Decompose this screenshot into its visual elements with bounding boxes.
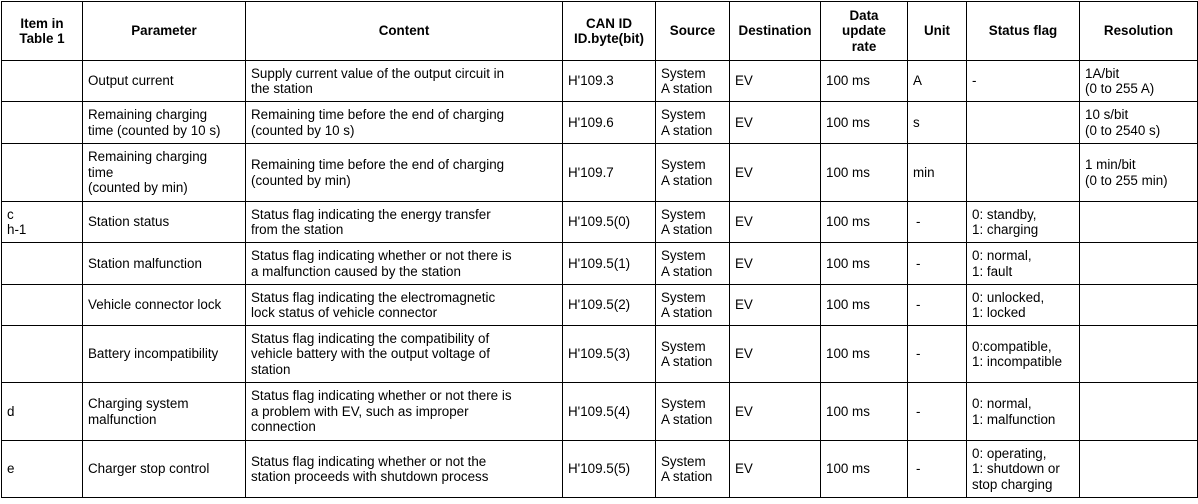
cell-resolution (1080, 202, 1198, 243)
table-row (2, 441, 1198, 498)
cell-destination: EV (730, 144, 821, 202)
cell-destination: EV (730, 243, 821, 285)
table-row (2, 383, 1198, 441)
cell-status-flag: 0: operating, 1: shutdown or stop charging (967, 441, 1080, 498)
cell-parameter: Remaining charging time (counted by 10 s) (83, 102, 246, 144)
cell-item (2, 144, 83, 202)
cell-parameter: Remaining charging time (counted by min) (83, 144, 246, 202)
cell-source: System A station (656, 243, 730, 285)
cell-unit: - (908, 441, 967, 498)
cell-destination: EV (730, 202, 821, 243)
header-resolution: Resolution (1080, 2, 1198, 61)
header-can-id: CAN ID ID.byte(bit) (563, 2, 656, 61)
cell-item: e (2, 441, 83, 498)
table-row (2, 144, 1198, 202)
cell-update-rate: 100 ms (821, 61, 908, 102)
cell-item: d (2, 383, 83, 441)
cell-parameter: Battery incompatibility (83, 326, 246, 383)
cell-source: System A station (656, 202, 730, 243)
cell-item (2, 285, 83, 326)
cell-unit: min (908, 144, 967, 202)
cell-resolution: 10 s/bit (0 to 2540 s) (1080, 102, 1198, 144)
cell-resolution (1080, 383, 1198, 441)
cell-status-flag: 0: unlocked, 1: locked (967, 285, 1080, 326)
cell-update-rate: 100 ms (821, 243, 908, 285)
cell-parameter: Charging system malfunction (83, 383, 246, 441)
cell-unit: - (908, 326, 967, 383)
cell-can-id: H'109.6 (563, 102, 656, 144)
cell-item (2, 326, 83, 383)
cell-content: Status flag indicating the energy transfer from the station (246, 202, 563, 243)
cell-item (2, 61, 83, 102)
cell-parameter: Output current (83, 61, 246, 102)
cell-content: Status flag indicating the electromagnetic lock status of vehicle connector (246, 285, 563, 326)
cell-update-rate: 100 ms (821, 441, 908, 498)
table-row (2, 102, 1198, 144)
cell-can-id: H'109.5(5) (563, 441, 656, 498)
cell-can-id: H'109.5(1) (563, 243, 656, 285)
header-destination: Destination (730, 2, 821, 61)
cell-content: Status flag indicating whether or not there is a malfunction caused by the station (246, 243, 563, 285)
cell-can-id: H'109.5(4) (563, 383, 656, 441)
cell-destination: EV (730, 441, 821, 498)
cell-parameter: Vehicle connector lock (83, 285, 246, 326)
header-parameter: Parameter (83, 2, 246, 61)
cell-status-flag: 0: normal, 1: malfunction (967, 383, 1080, 441)
cell-source: System A station (656, 61, 730, 102)
cell-status-flag (967, 144, 1080, 202)
cell-item (2, 243, 83, 285)
cell-source: System A station (656, 326, 730, 383)
cell-content: Status flag indicating whether or not the station proceeds with shutdown process (246, 441, 563, 498)
table-row (2, 61, 1198, 102)
cell-destination: EV (730, 326, 821, 383)
cell-update-rate: 100 ms (821, 202, 908, 243)
cell-content: Remaining time before the end of charging (counted by 10 s) (246, 102, 563, 144)
cell-unit: - (908, 202, 967, 243)
cell-unit: - (908, 285, 967, 326)
cell-update-rate: 100 ms (821, 102, 908, 144)
cell-update-rate: 100 ms (821, 285, 908, 326)
cell-update-rate: 100 ms (821, 383, 908, 441)
cell-resolution (1080, 326, 1198, 383)
cell-unit: - (908, 383, 967, 441)
cell-source: System A station (656, 285, 730, 326)
header-unit: Unit (908, 2, 967, 61)
header-update-rate: Data update rate (821, 2, 908, 61)
cell-parameter: Station status (83, 202, 246, 243)
cell-source: System A station (656, 144, 730, 202)
cell-resolution (1080, 285, 1198, 326)
cell-can-id: H'109.5(3) (563, 326, 656, 383)
cell-resolution (1080, 441, 1198, 498)
cell-content: Status flag indicating the compatibility of vehicle battery with the output voltage of station (246, 326, 563, 383)
cell-item (2, 102, 83, 144)
cell-unit: A (908, 61, 967, 102)
cell-resolution: 1A/bit (0 to 255 A) (1080, 61, 1198, 102)
cell-can-id: H'109.5(0) (563, 202, 656, 243)
header-item: Item in Table 1 (2, 2, 83, 61)
table-row (2, 202, 1198, 243)
cell-can-id: H'109.3 (563, 61, 656, 102)
header-status-flag: Status flag (967, 2, 1080, 61)
header-source: Source (656, 2, 730, 61)
table-row (2, 243, 1198, 285)
can-parameter-table (1, 1, 1198, 498)
cell-destination: EV (730, 383, 821, 441)
cell-status-flag: 0: normal, 1: fault (967, 243, 1080, 285)
cell-source: System A station (656, 102, 730, 144)
cell-parameter: Charger stop control (83, 441, 246, 498)
cell-can-id: H'109.5(2) (563, 285, 656, 326)
cell-source: System A station (656, 441, 730, 498)
cell-unit: s (908, 102, 967, 144)
cell-content: Remaining time before the end of charging (counted by min) (246, 144, 563, 202)
header-content: Content (246, 2, 563, 61)
cell-source: System A station (656, 383, 730, 441)
cell-status-flag: 0:compatible, 1: incompatible (967, 326, 1080, 383)
cell-parameter: Station malfunction (83, 243, 246, 285)
cell-content: Supply current value of the output circuit in the station (246, 61, 563, 102)
header-row (2, 2, 1198, 61)
cell-can-id: H'109.7 (563, 144, 656, 202)
cell-destination: EV (730, 102, 821, 144)
cell-content: Status flag indicating whether or not there is a problem with EV, such as improper connection (246, 383, 563, 441)
cell-status-flag: 0: standby, 1: charging (967, 202, 1080, 243)
cell-resolution: 1 min/bit (0 to 255 min) (1080, 144, 1198, 202)
cell-update-rate: 100 ms (821, 326, 908, 383)
cell-resolution (1080, 243, 1198, 285)
table-row (2, 285, 1198, 326)
cell-destination: EV (730, 285, 821, 326)
cell-destination: EV (730, 61, 821, 102)
cell-status-flag (967, 102, 1080, 144)
cell-update-rate: 100 ms (821, 144, 908, 202)
table-row (2, 326, 1198, 383)
cell-item: c h-1 (2, 202, 83, 243)
cell-status-flag: - (967, 61, 1080, 102)
cell-unit: - (908, 243, 967, 285)
